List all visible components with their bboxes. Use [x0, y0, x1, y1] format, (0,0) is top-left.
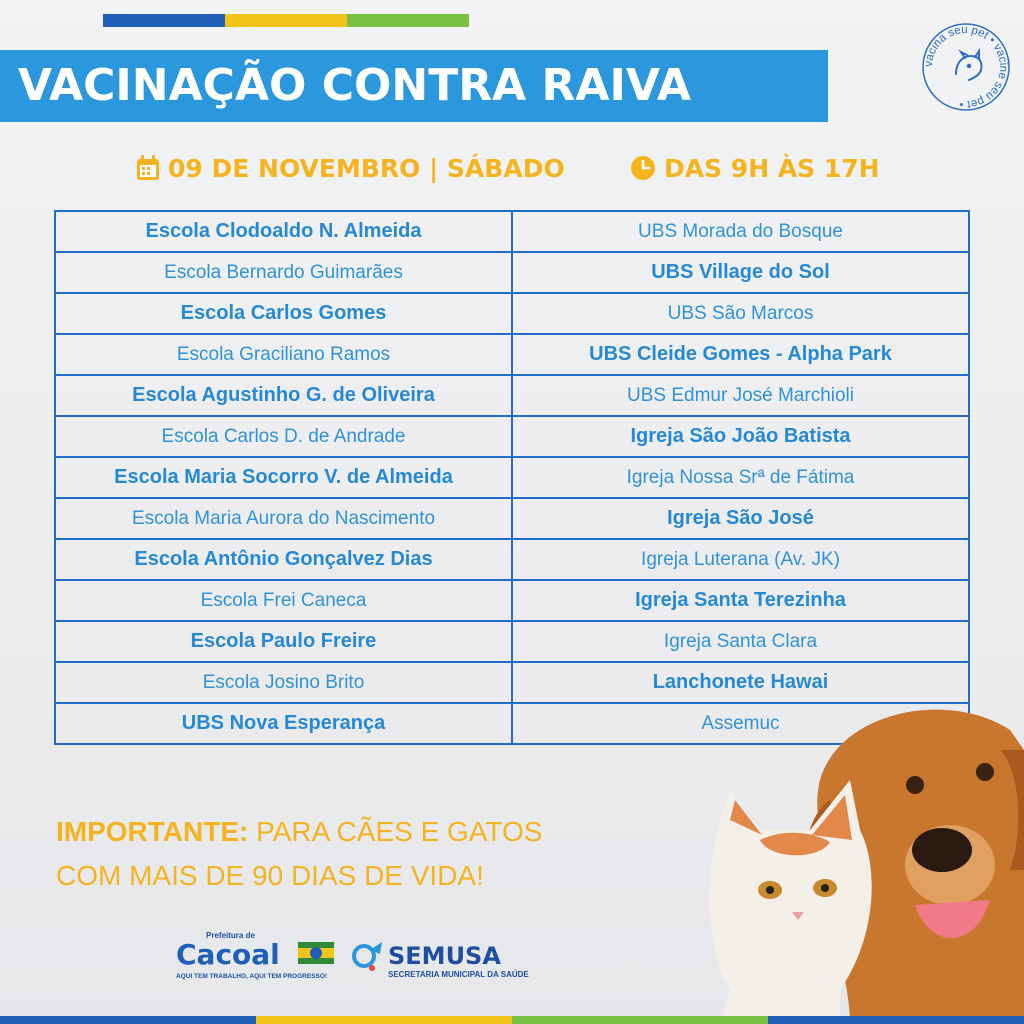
- table-cell: UBS Village do Sol: [512, 252, 969, 293]
- table-cell: UBS Cleide Gomes - Alpha Park: [512, 334, 969, 375]
- table-cell: Escola Frei Caneca: [55, 580, 512, 621]
- table-row: [55, 375, 969, 416]
- table-row: [55, 580, 969, 621]
- table-cell: Igreja São José: [512, 498, 969, 539]
- table-cell: UBS Morada do Bosque: [512, 211, 969, 252]
- stamp-text: vacina seu pet • vacine seu pet •: [922, 23, 1010, 111]
- table-cell: Escola Maria Socorro V. de Almeida: [55, 457, 512, 498]
- locations-table: [54, 210, 970, 745]
- important-line2: COM MAIS DE 90 DIAS DE VIDA!: [56, 860, 484, 891]
- vaccinate-pet-stamp: [921, 22, 1011, 112]
- top-color-stripe: [103, 14, 469, 27]
- table-row: [55, 498, 969, 539]
- stripe-green: [512, 1016, 768, 1024]
- bottom-color-stripe: [0, 1016, 1024, 1024]
- important-note: [56, 810, 676, 898]
- dog-and-cat-illustration: [700, 690, 1024, 1024]
- date-info: [136, 150, 565, 186]
- table-cell: Igreja São João Batista: [512, 416, 969, 457]
- cacoal-name: Cacoal: [176, 938, 280, 971]
- table-row: [55, 621, 969, 662]
- semusa-symbol-icon: [354, 942, 382, 971]
- cacoal-logo: [176, 926, 346, 986]
- table-row: [55, 293, 969, 334]
- table-cell: Escola Maria Aurora do Nascimento: [55, 498, 512, 539]
- important-line1: PARA CÃES E GATOS: [256, 816, 543, 847]
- table-cell: Escola Bernardo Guimarães: [55, 252, 512, 293]
- table-row: [55, 211, 969, 252]
- table-row: [55, 457, 969, 498]
- cacoal-slogan: AQUI TEM TRABALHO, AQUI TEM PROGRESSO!: [176, 973, 328, 980]
- stripe-blue: [103, 14, 225, 27]
- semusa-name: SEMUSA: [388, 942, 501, 970]
- calendar-icon: [136, 155, 160, 181]
- table-cell: Assemuc: [512, 703, 969, 744]
- table-cell: Escola Paulo Freire: [55, 621, 512, 662]
- table-cell: UBS Edmur José Marchioli: [512, 375, 969, 416]
- table-cell: Igreja Luterana (Av. JK): [512, 539, 969, 580]
- table-row: [55, 539, 969, 580]
- table-cell: Escola Antônio Gonçalvez Dias: [55, 539, 512, 580]
- table-row: [55, 416, 969, 457]
- important-label: IMPORTANTE:: [56, 816, 249, 847]
- time-label: DAS 9H ÀS 17H: [664, 153, 880, 183]
- table-cell: Escola Clodoaldo N. Almeida: [55, 211, 512, 252]
- clock-icon: [630, 155, 656, 181]
- table-cell: Igreja Nossa Srª de Fátima: [512, 457, 969, 498]
- date-label: 09 DE NOVEMBRO | SÁBADO: [168, 153, 565, 183]
- table-cell: Igreja Santa Clara: [512, 621, 969, 662]
- pet-silhouette-icon: [956, 51, 982, 80]
- table-cell: Escola Graciliano Ramos: [55, 334, 512, 375]
- page-title: VACINAÇÃO CONTRA RAIVA: [18, 60, 691, 111]
- table-cell: Lanchonete Hawai: [512, 662, 969, 703]
- cacoal-prefix: Prefeitura de: [206, 931, 255, 940]
- time-info: [630, 150, 880, 186]
- stripe-yellow: [256, 1016, 512, 1024]
- table-cell: UBS Nova Esperança: [55, 703, 512, 744]
- table-row: [55, 334, 969, 375]
- table-cell: Igreja Santa Terezinha: [512, 580, 969, 621]
- cacoal-flag-icon: [298, 942, 334, 964]
- table-cell: UBS São Marcos: [512, 293, 969, 334]
- semusa-subtitle: SECRETARIA MUNICIPAL DA SAÚDE: [388, 970, 529, 979]
- table-cell: Escola Josino Brito: [55, 662, 512, 703]
- stripe-blue: [0, 1016, 256, 1024]
- table-cell: Escola Carlos D. de Andrade: [55, 416, 512, 457]
- table-cell: Escola Agustinho G. de Oliveira: [55, 375, 512, 416]
- stripe-yellow: [225, 14, 347, 27]
- stripe-green: [347, 14, 469, 27]
- stripe-blue: [768, 1016, 1024, 1024]
- table-row: [55, 252, 969, 293]
- table-cell: Escola Carlos Gomes: [55, 293, 512, 334]
- semusa-logo: [352, 932, 552, 988]
